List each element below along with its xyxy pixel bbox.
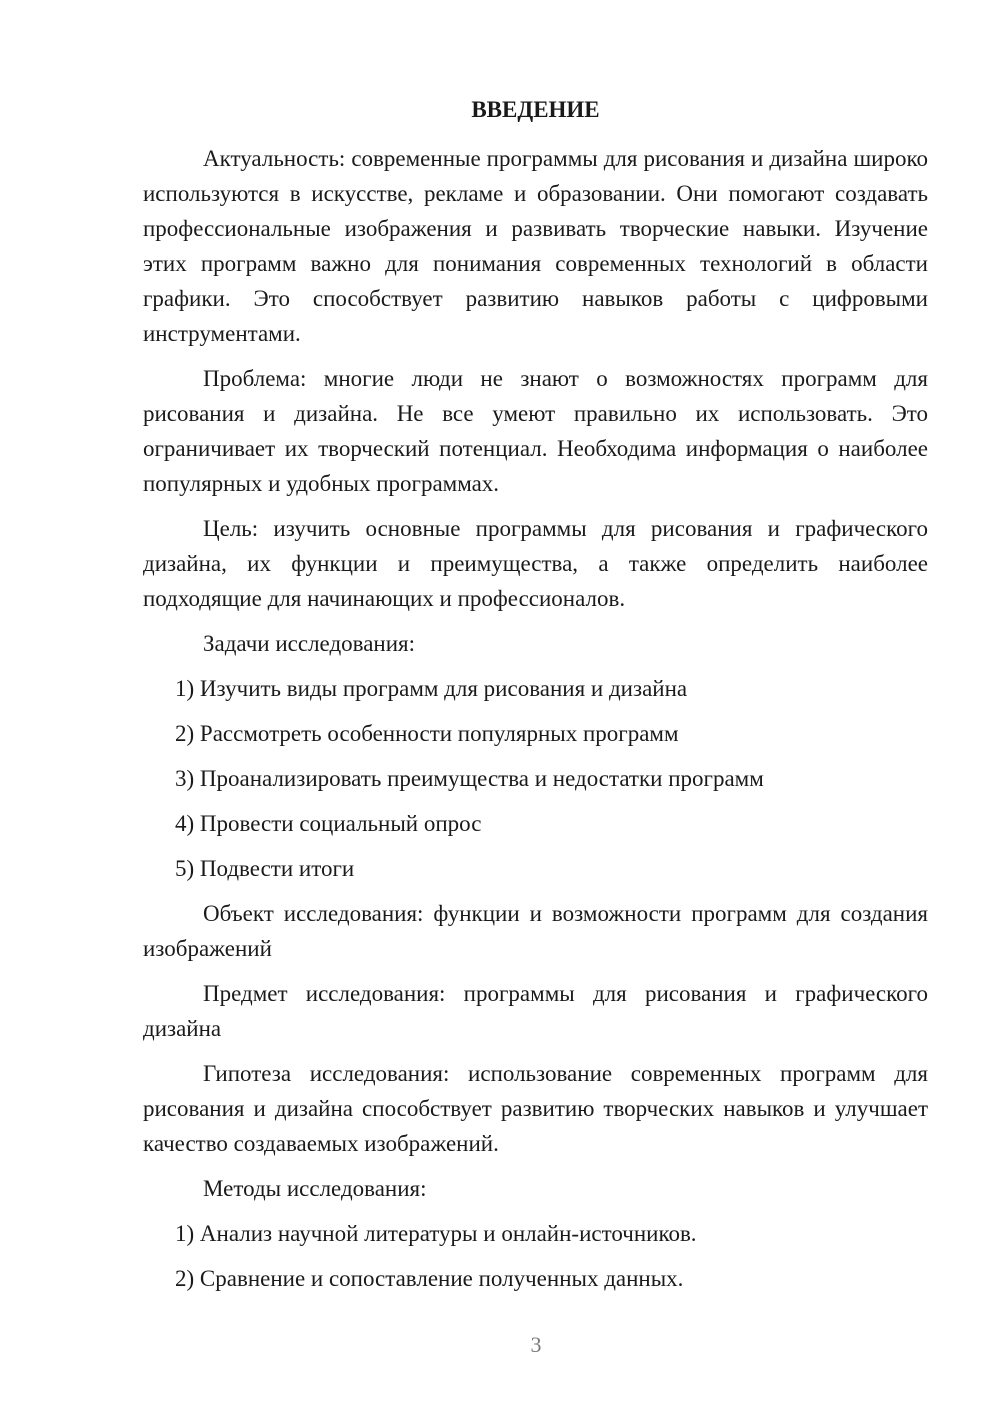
page-number: 3 — [530, 1332, 542, 1357]
list-item: 5) Подвести итоги — [175, 856, 355, 881]
methods-list — [143, 1216, 928, 1296]
object-paragraph: Объект исследования: функции и возможности программ для создания изображений — [143, 901, 928, 961]
hypothesis-paragraph: Гипотеза исследования: использование современных программ для рисования и дизайна способствует развитию творческих навыков и улучшает качество создаваемых изображений. — [143, 1061, 928, 1156]
list-item: 1) Изучить виды программ для рисования и дизайна — [175, 676, 688, 701]
methods-heading: Методы исследования: — [203, 1176, 427, 1201]
list-item: 2) Сравнение и сопоставление полученных данных. — [175, 1266, 684, 1291]
relevance-paragraph: Актуальность: современные программы для рисования и дизайна широко используются в искусстве, рекламе и образовании. Они помогают создавать профессиональные изображения и развивать творческие навыки. Изучение этих программ важно для понимания современных технологий в области графики. Это способствует развитию навыков работы с цифровыми инструментами. — [143, 146, 928, 346]
subject-paragraph: Предмет исследования: программы для рисования и графического дизайна — [143, 981, 928, 1041]
page-title: ВВЕДЕНИЕ — [471, 97, 600, 122]
tasks-list — [143, 671, 928, 886]
list-item: 3) Проанализировать преимущества и недостатки программ — [175, 766, 764, 791]
list-item: 4) Провести социальный опрос — [175, 811, 482, 836]
list-item: 1) Анализ научной литературы и онлайн-источников. — [175, 1221, 697, 1246]
problem-paragraph: Проблема: многие люди не знают о возможностях программ для рисования и дизайна. Не все умеют правильно их использовать. Это ограничивает их творческий потенциал. Необходима информация о наиболее популярных и удобных программах. — [143, 366, 928, 496]
page-content — [143, 95, 928, 1306]
goal-paragraph: Цель: изучить основные программы для рисования и графического дизайна, их функции и преимущества, а также определить наиболее подходящие для начинающих и профессионалов. — [143, 516, 928, 611]
tasks-heading: Задачи исследования: — [203, 631, 416, 656]
list-item: 2) Рассмотреть особенности популярных программ — [175, 721, 679, 746]
